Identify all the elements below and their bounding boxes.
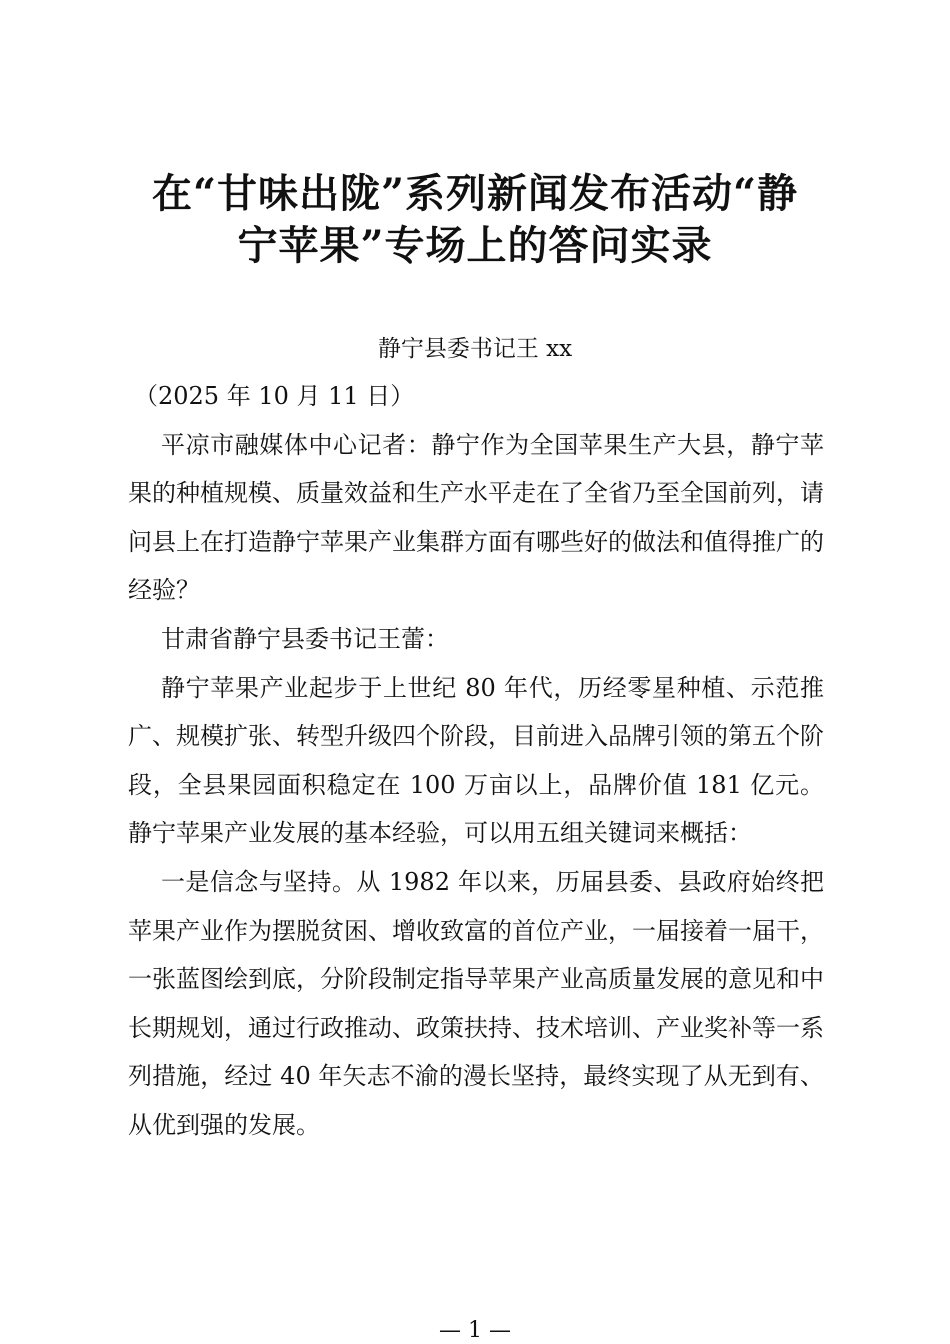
document-title [118, 168, 832, 272]
paragraph-speaker: 甘肃省静宁县委书记王蕾： [161, 624, 449, 653]
paragraph-question: 平凉市融媒体中心记者：静宁作为全国苹果生产大县，静宁苹果的种植规模、质量效益和生产水平走在了全省乃至全国前列，请问县上在打造静宁苹果产业集群方面有哪些好的做法和值得推广的经验？ [128, 430, 824, 605]
paragraph-overview: 静宁苹果产业起步于上世纪 80 年代，历经零星种植、示范推广、规模扩张、转型升级四个阶段，目前进入品牌引领的第五个阶段，全县果园面积稳定在 100 万亩以上，品牌价值 181 亿元。静宁苹果产业发展的基本经验，可以用五组关键词来概括： [128, 673, 824, 848]
document-body [128, 372, 824, 1150]
date-line: （2025 年 10 月 11 日） [134, 382, 415, 410]
title-line-1: 在“甘味出陇”系列新闻发布活动“静 [151, 170, 799, 217]
author-line: 静宁县委书记王 xx [377, 336, 573, 362]
page-number: — 1 — [439, 1318, 511, 1343]
title-line-2: 宁苹果”专场上的答问实录 [237, 222, 713, 269]
paragraph-point-1: 一是信念与坚持。从 1982 年以来，历届县委、县政府始终把苹果产业作为摆脱贫困、增收致富的首位产业，一届接着一届干，一张蓝图绘到底，分阶段制定指导苹果产业高质量发展的意见和中长期规划，通过行政推动、政策扶持、技术培训、产业奖补等一系列措施，经过 40 年矢志不渝的漫长坚持，最终实现了从无到有、从优到强的发展。 [128, 867, 824, 1139]
